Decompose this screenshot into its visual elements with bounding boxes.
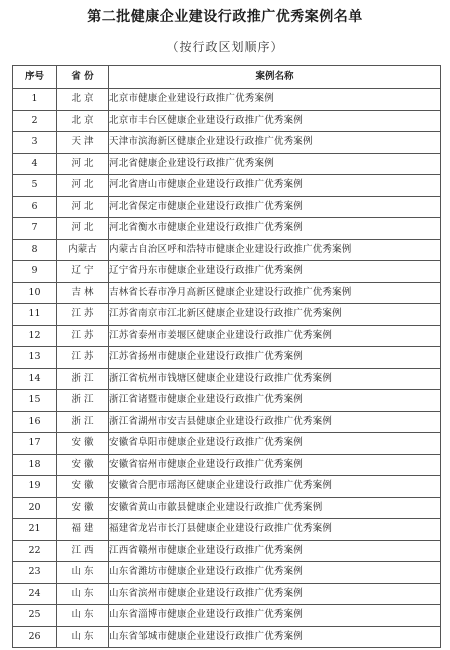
- header-province: 省 份: [57, 66, 109, 89]
- row-number: 13: [13, 347, 57, 369]
- row-province: 安 徽: [57, 476, 109, 498]
- table-header-row: [13, 66, 441, 89]
- table-row: [13, 132, 441, 154]
- row-case-name: 北京市健康企业建设行政推广优秀案例: [109, 89, 441, 111]
- row-number: 17: [13, 433, 57, 455]
- table-row: [13, 218, 441, 240]
- row-province: 山 东: [57, 562, 109, 584]
- row-number: 26: [13, 626, 57, 648]
- row-case-name: 吉林省长春市净月高新区健康企业建设行政推广优秀案例: [109, 282, 441, 304]
- row-province: 浙 江: [57, 390, 109, 412]
- row-case-name: 江苏省南京市江北新区健康企业建设行政推广优秀案例: [109, 304, 441, 326]
- table-row: [13, 626, 441, 648]
- row-case-name: 安徽省宿州市健康企业建设行政推广优秀案例: [109, 454, 441, 476]
- row-number: 2: [13, 110, 57, 132]
- table-row: [13, 89, 441, 111]
- table-row: [13, 282, 441, 304]
- row-case-name: 辽宁省丹东市健康企业建设行政推广优秀案例: [109, 261, 441, 283]
- table-row: [13, 540, 441, 562]
- row-case-name: 内蒙古自治区呼和浩特市健康企业建设行政推广优秀案例: [109, 239, 441, 261]
- row-province: 安 徽: [57, 497, 109, 519]
- row-province: 江 西: [57, 540, 109, 562]
- row-province: 浙 江: [57, 411, 109, 433]
- row-province: 山 东: [57, 626, 109, 648]
- row-province: 安 徽: [57, 454, 109, 476]
- row-province: 北 京: [57, 89, 109, 111]
- row-case-name: 江苏省扬州市健康企业建设行政推广优秀案例: [109, 347, 441, 369]
- row-number: 19: [13, 476, 57, 498]
- row-number: 21: [13, 519, 57, 541]
- row-case-name: 河北省健康企业建设行政推广优秀案例: [109, 153, 441, 175]
- row-number: 25: [13, 605, 57, 627]
- row-number: 5: [13, 175, 57, 197]
- table-row: [13, 347, 441, 369]
- row-number: 23: [13, 562, 57, 584]
- row-case-name: 山东省潍坊市健康企业建设行政推广优秀案例: [109, 562, 441, 584]
- row-number: 14: [13, 368, 57, 390]
- row-province: 辽 宁: [57, 261, 109, 283]
- table-row: [13, 476, 441, 498]
- row-case-name: 江苏省泰州市姜堰区健康企业建设行政推广优秀案例: [109, 325, 441, 347]
- table-row: [13, 433, 441, 455]
- header-case-name: 案例名称: [109, 66, 441, 89]
- row-province: 天 津: [57, 132, 109, 154]
- row-number: 12: [13, 325, 57, 347]
- table-row: [13, 325, 441, 347]
- row-number: 11: [13, 304, 57, 326]
- row-case-name: 山东省邹城市健康企业建设行政推广优秀案例: [109, 626, 441, 648]
- row-number: 6: [13, 196, 57, 218]
- document-title: 第二批健康企业建设行政推广优秀案例名单: [87, 9, 363, 25]
- row-province: 安 徽: [57, 433, 109, 455]
- row-province: 福 建: [57, 519, 109, 541]
- table-row: [13, 562, 441, 584]
- row-case-name: 河北省保定市健康企业建设行政推广优秀案例: [109, 196, 441, 218]
- row-number: 15: [13, 390, 57, 412]
- table-row: [13, 605, 441, 627]
- table-row: [13, 454, 441, 476]
- row-case-name: 山东省淄博市健康企业建设行政推广优秀案例: [109, 605, 441, 627]
- row-case-name: 江西省赣州市健康企业建设行政推广优秀案例: [109, 540, 441, 562]
- row-case-name: 安徽省黄山市歙县健康企业建设行政推广优秀案例: [109, 497, 441, 519]
- table-row: [13, 261, 441, 283]
- row-province: 江 苏: [57, 347, 109, 369]
- row-case-name: 天津市滨海新区健康企业建设行政推广优秀案例: [109, 132, 441, 154]
- table-row: [13, 153, 441, 175]
- row-number: 20: [13, 497, 57, 519]
- row-province: 江 苏: [57, 325, 109, 347]
- row-province: 河 北: [57, 218, 109, 240]
- row-number: 4: [13, 153, 57, 175]
- table-row: [13, 239, 441, 261]
- table-row: [13, 196, 441, 218]
- row-case-name: 浙江省湖州市安吉县健康企业建设行政推广优秀案例: [109, 411, 441, 433]
- table-row: [13, 175, 441, 197]
- table-body: [13, 89, 441, 648]
- row-province: 吉 林: [57, 282, 109, 304]
- row-number: 24: [13, 583, 57, 605]
- row-case-name: 安徽省合肥市瑶海区健康企业建设行政推广优秀案例: [109, 476, 441, 498]
- row-number: 8: [13, 239, 57, 261]
- row-case-name: 浙江省杭州市钱塘区健康企业建设行政推广优秀案例: [109, 368, 441, 390]
- table-row: [13, 411, 441, 433]
- row-province: 河 北: [57, 196, 109, 218]
- row-case-name: 山东省滨州市健康企业建设行政推广优秀案例: [109, 583, 441, 605]
- document-subtitle: （按行政区划顺序）: [166, 40, 284, 54]
- row-province: 河 北: [57, 175, 109, 197]
- case-list-table: [12, 65, 441, 648]
- row-case-name: 浙江省诸暨市健康企业建设行政推广优秀案例: [109, 390, 441, 412]
- row-province: 山 东: [57, 605, 109, 627]
- table-row: [13, 583, 441, 605]
- table-row: [13, 110, 441, 132]
- table-row: [13, 368, 441, 390]
- row-number: 3: [13, 132, 57, 154]
- row-number: 1: [13, 89, 57, 111]
- row-province: 内蒙古: [57, 239, 109, 261]
- row-number: 22: [13, 540, 57, 562]
- row-case-name: 福建省龙岩市长汀县健康企业建设行政推广优秀案例: [109, 519, 441, 541]
- row-province: 浙 江: [57, 368, 109, 390]
- row-number: 10: [13, 282, 57, 304]
- header-no: 序号: [13, 66, 57, 89]
- row-province: 江 苏: [57, 304, 109, 326]
- row-province: 北 京: [57, 110, 109, 132]
- table-row: [13, 519, 441, 541]
- row-case-name: 安徽省阜阳市健康企业建设行政推广优秀案例: [109, 433, 441, 455]
- row-province: 山 东: [57, 583, 109, 605]
- row-case-name: 河北省唐山市健康企业建设行政推广优秀案例: [109, 175, 441, 197]
- row-number: 16: [13, 411, 57, 433]
- row-number: 18: [13, 454, 57, 476]
- table-row: [13, 304, 441, 326]
- row-case-name: 北京市丰台区健康企业建设行政推广优秀案例: [109, 110, 441, 132]
- table-row: [13, 497, 441, 519]
- table-row: [13, 390, 441, 412]
- row-number: 9: [13, 261, 57, 283]
- row-number: 7: [13, 218, 57, 240]
- row-province: 河 北: [57, 153, 109, 175]
- row-case-name: 河北省衡水市健康企业建设行政推广优秀案例: [109, 218, 441, 240]
